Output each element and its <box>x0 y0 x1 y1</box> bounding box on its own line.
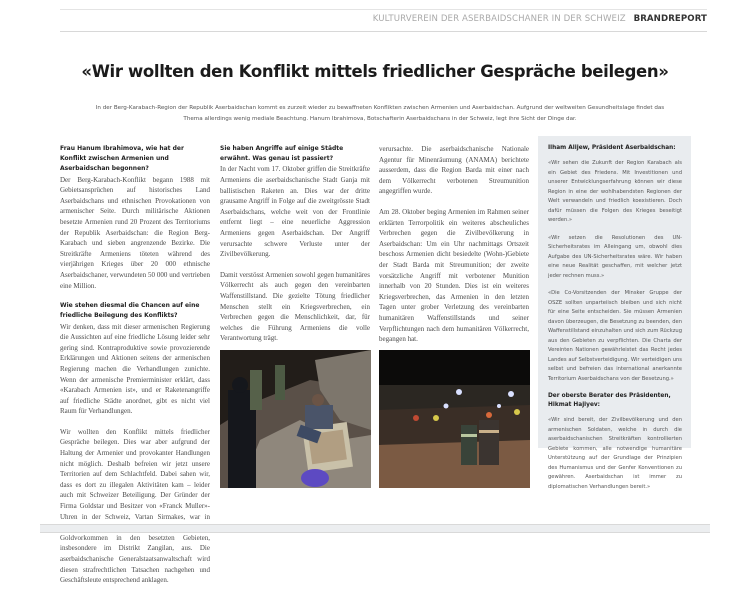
photo-rubble-image <box>220 350 371 488</box>
interview-question: Sie haben Angriffe auf einige Städte erwähnt. Was genau ist passiert? <box>220 145 344 163</box>
photo-rescue-workers <box>379 350 530 488</box>
quotes-sidebar-content <box>548 144 682 500</box>
header-text <box>373 14 707 24</box>
interview-answer: Damit verstösst Armenien sowohl gegen humanitäres Völkerrecht als auch gegen den vereinbarten Waffenstillstand. Die gezielte Tötung friedlicher Menschen stellt ein Kriegsverbrechen, ein Verbrechen gegen die Menschlichkeit, dar, für welches die Führung Armeniens die volle Verantwortung trägt. <box>220 270 370 343</box>
sidebar-quote: «Wir setzen die Resolutionen des UN-Sicherheitsrates im Alleingang um, obwohl dies Aufgabe des UN-Sicherheitsrates wäre. Wir haben eine neue Realität geschaffen, mit welcher jetzt jeder rechnen muss.» <box>548 234 682 279</box>
sidebar-quote: «Wir sind bereit, der Zivilbevölkerung und den armenischen Soldaten, welche in durch die aserbaidschanischen Streitkräften kontrollierten Gebiete kommen, alle notwendige humanitäre Unterstützung auf der Grundlage der Prinzipien des Humanismus und der Genfer Konventionen zu gewähren. Aserbaidschan ist immer zu diplomatischen Verhandlungen bereit.» <box>548 417 682 490</box>
quotes-sidebar <box>538 136 691 490</box>
page-header <box>60 9 707 32</box>
sidebar-heading-hajiyev: Der oberste Berater des Präsidenten, Hikmat Hajiyev: <box>548 393 671 408</box>
photo-rescue-image <box>379 350 530 488</box>
header-organization: KULTURVEREIN DER ASERBAIDSCHANER IN DER SCHWEIZ <box>372 14 626 24</box>
sidebar-quote: «Die Co-Vorsitzenden der Minsker Gruppe der OSZE sollten unparteiisch bleiben und sich nicht für eine Seite entscheiden. Sie müssen Armenien davon überzeugen, die Besetzung zu beenden, den Waffenstillstand einzuhalten und sich zum Rückzug aus den Gebieten zu verpflichten. Die Charta der Vereinten Nationen gewährleistet das Recht jedes Landes auf Selbstverteidigung. Wir verteidigen uns selbst und befreien das international anerkannte Territorium Aserbaidschans von der Besetzung.» <box>548 290 682 382</box>
interview-answer: Der Berg-Karabach-Konflikt begann 1988 mit Gebietsansprüchen auf historisches Land Aserbaidschans und ethnischen Provokationen von armenischer Seite. Durch militärische Aktionen besetzte Armenien rund 20 Prozent des Territoriums der Republik Aserbaidschan: die Region Berg-Karabach und sieben angrenzende Bezirke. Die Streitkräfte Armeniens töteten während des vierjährigen Krieges über 20 000 ethnische Aserbaidschaner, verwundeten 50 000 und vertrieben eine Million. <box>60 175 210 290</box>
header-section-label: BRANDREPORT <box>633 14 707 24</box>
interview-answer: In der Nacht vom 17. Oktober griffen die Streitkräfte Armeniens die aserbaidschanische Stadt Ganja mit ballistischen Raketen an. Dies war der dritte grausame Angriff in Folge auf die zweitgrösste Stadt Aserbaidschans, welche weit von der Frontlinie entfernt liegt – eine neuerliche Aggression Armeniens gegen Aserbaidschan. Der Angriff verursachte schwere Verluste unter der Zivilbevölkerung. <box>220 165 370 259</box>
interview-answer: Wir denken, dass mit dieser armenischen Regierung die Aussichten auf eine friedliche Lösung leider sehr gering sind. Kontraproduktive sowie provozierende Erklärungen und Aktionen seitens der armenischen Regierung machen die Verhandlungen zunichte. Wenn der armenische Premierminister erklärt, dass «Karabach Armenien ist», und er Raketenangriffe auf friedliche Städte anordnet, gibt es nicht viel Raum für Verhandlungen. <box>60 322 210 416</box>
photo-rubble-scene <box>220 350 371 488</box>
interview-answer: Wir wollten den Konflikt mittels friedlicher Gespräche beilegen. Dies war aber aufgrund der Haltung der Armenier und provokanter Handlungen nicht möglich. Deshalb befreien wir jetzt unsere Territorien auf dem Schlachtfeld. Dabei sahen wir, dass es dort zu illegalen Aktivitäten kam – leider auch mit Schweizer Beteiligung. Der Gründer der Firma Goldstar und Besitzer von «Franck Muller»-Uhren in der Schweiz, Vartan Sirmakes, war in Goldvorkommen in den besetzten Gebieten, insbesondere im Distrikt Zangilan, aus. Die aserbaidschanische Generalstaatsanwaltschaft wird diesen strafrechtlichen Tatsachen nachgehen und Geschäftsleute entsprechend anklagen. <box>60 427 210 585</box>
interview-answer: verursachte. Die aserbaidschanische Nationale Agentur für Minenräumung (ANAMA) berichtete ausserdem, dass die Region Barda mit einer nach dem Völkerrecht verbotenen Streumunition angegriffen wurde. <box>379 145 529 196</box>
sidebar-quote: «Wir sehen die Zukunft der Region Karabach als ein Gebiet des Friedens. Mit Investitionen und unserer Entwicklungserfahrung können wir diese Region in eine der wohlhabendsten Regionen der Welt verwandeln und friedlich koexistieren. Doch dafür müssen die Folgen des Krieges beseitigt werden.» <box>548 160 682 223</box>
article-headline: «Wir wollten den Konflikt mittels friedlicher Gespräche beilegen» <box>81 62 669 81</box>
interview-question: Wie stehen diesmal die Chancen auf eine friedliche Beilegung des Konflikts? <box>60 302 200 320</box>
article-lead: In der Berg-Karabach-Region der Republik Aserbaidschan kommt es zurzeit wieder zu bewaffneten Konflikten zwischen Armenien und Aserbaidschan. Aufgrund der weltweiten Gesundheitslage findet das Thema allerdings wenig mediale Beachtung. Hanum Ibrahimova, Botschafterin Aserbaidschans in der Schweiz, legt ihre Sicht der Dinge dar. <box>95 105 665 122</box>
sidebar-heading-aliyev: Ilham Alijew, Präsident Aserbaidschan: <box>548 145 676 151</box>
page-footer-rule <box>40 524 710 533</box>
interview-answer: Am 28. Oktober beging Armenien im Rahmen seiner erklärten Terrorpolitik ein weiteres abscheuliches Verbrechen gegen die Zivilbevölkerung in Aserbaidschan: Um ein Uhr nachmittags Ortszeit beschoss Armenien dicht besiedelte (Wohn-)Gebiete der Stadt Barda mit Streumunition; der zweite vorsätzliche Angriff mit verbotener Munition innerhalb von 20 Stunden. Dies ist ein weiteres Kriegsverbrechen, das Armenien in den letzten Tagen unter grober Verletzung des vereinbarten humanitären Waffenstillstands und seiner Verpflichtungen nach dem humanitären Völkerrecht, begangen hat. <box>379 207 529 344</box>
interview-question: Frau Hanum Ibrahimova, wie hat der Konflikt zwischen Armenien und Aserbaidschan begonnen? <box>60 145 184 173</box>
